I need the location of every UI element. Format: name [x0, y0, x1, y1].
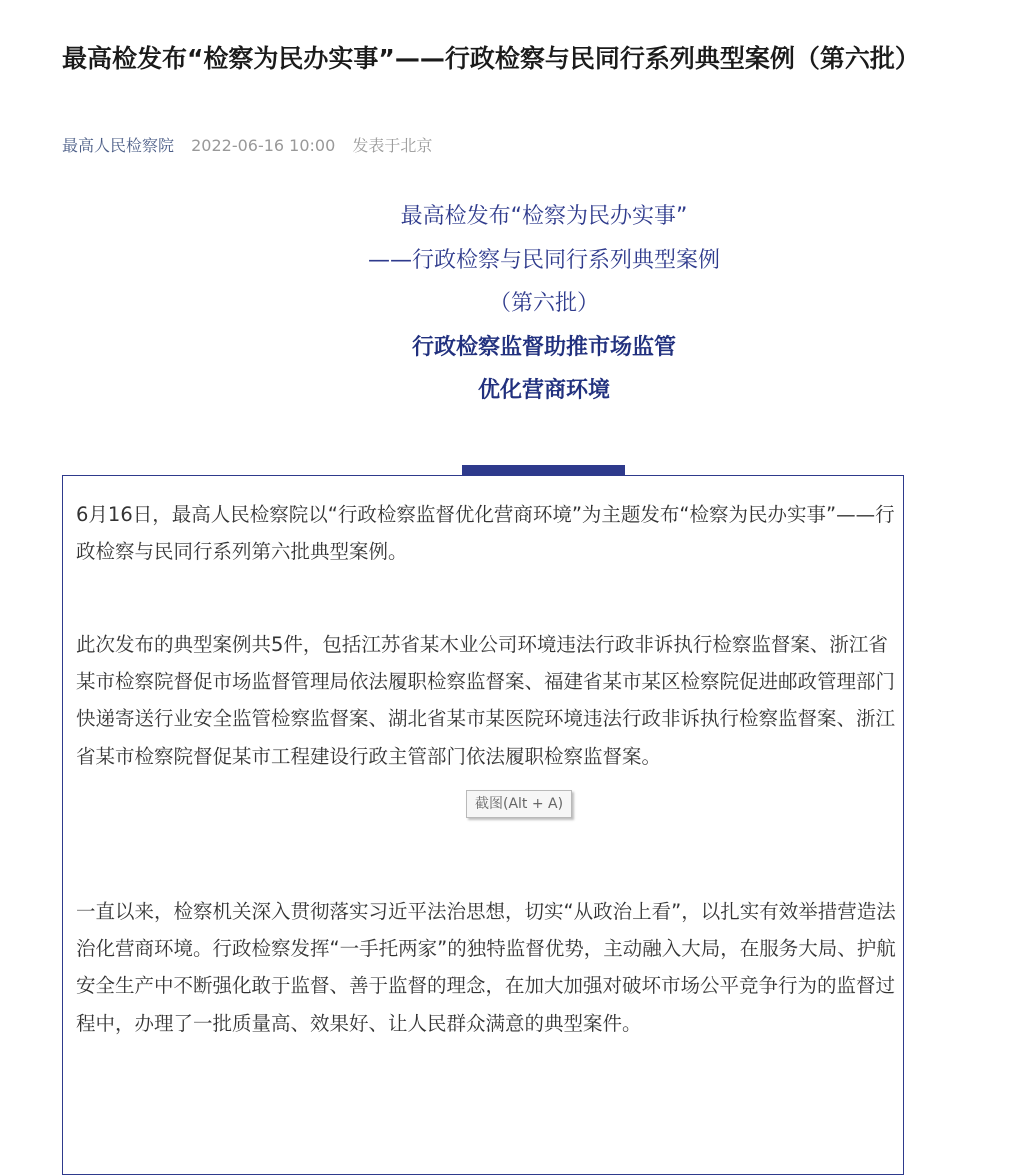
subheading-line-2: ——行政检察与民同行系列典型案例: [367, 248, 720, 273]
paragraph-summary: 一直以来，检察机关深入贯彻落实习近平法治思想，切实“从政治上看”，以扎实有效举措营造法治化营商环境。行政检察发挥“一手托两家”的独特监督优势，主动融入大局，在服务大局、护航安全生产中不断强化敢于监督、善于监督的理念，在加大加强对破坏市场公平竞争行为的监督过程中，办理了一批质量高、效果好、让人民群众满意的典型案件。: [76, 900, 896, 1035]
paragraph-intro: 6月16日，最高人民检察院以“行政检察监督优化营商环境”为主题发布“检察为民办实事”——行政检察与民同行系列第六批典型案例。: [76, 503, 895, 564]
subheading-line-1: 最高检发布“检察为民办实事”: [400, 204, 688, 229]
subheading-line-3: （第六批）: [488, 291, 599, 316]
subheading-line-4: 行政检察监督助推市场监管: [411, 335, 676, 360]
publish-location: 发表于北京: [352, 136, 433, 155]
article-title: 最高检发布“检察为民办实事”——行政检察与民同行系列典型案例（第六批）: [62, 44, 920, 73]
subheading-line-5: 优化营商环境: [477, 378, 610, 403]
content-box: [62, 475, 904, 1175]
source-link[interactable]: 最高人民检察院: [62, 136, 175, 155]
article-meta: [62, 134, 432, 158]
paragraph-cases: 此次发布的典型案例共5件，包括江苏省某木业公司环境违法行政非诉执行检察监督案、浙江省某市检察院督促市场监督管理局依法履职检察监督案、福建省某市某区检察院促进邮政管理部门快递寄送行业安全监管检察监督案、湖北省某市某医院环境违法行政非诉执行检察监督案、浙江省某市检察院督促某市工程建设行政主管部门依法履职检察监督案。: [76, 633, 896, 768]
content-box-tab: [462, 465, 625, 475]
screenshot-tooltip: 截图(Alt + A): [466, 790, 572, 818]
publish-time: 2022-06-16 10:00: [191, 136, 336, 155]
